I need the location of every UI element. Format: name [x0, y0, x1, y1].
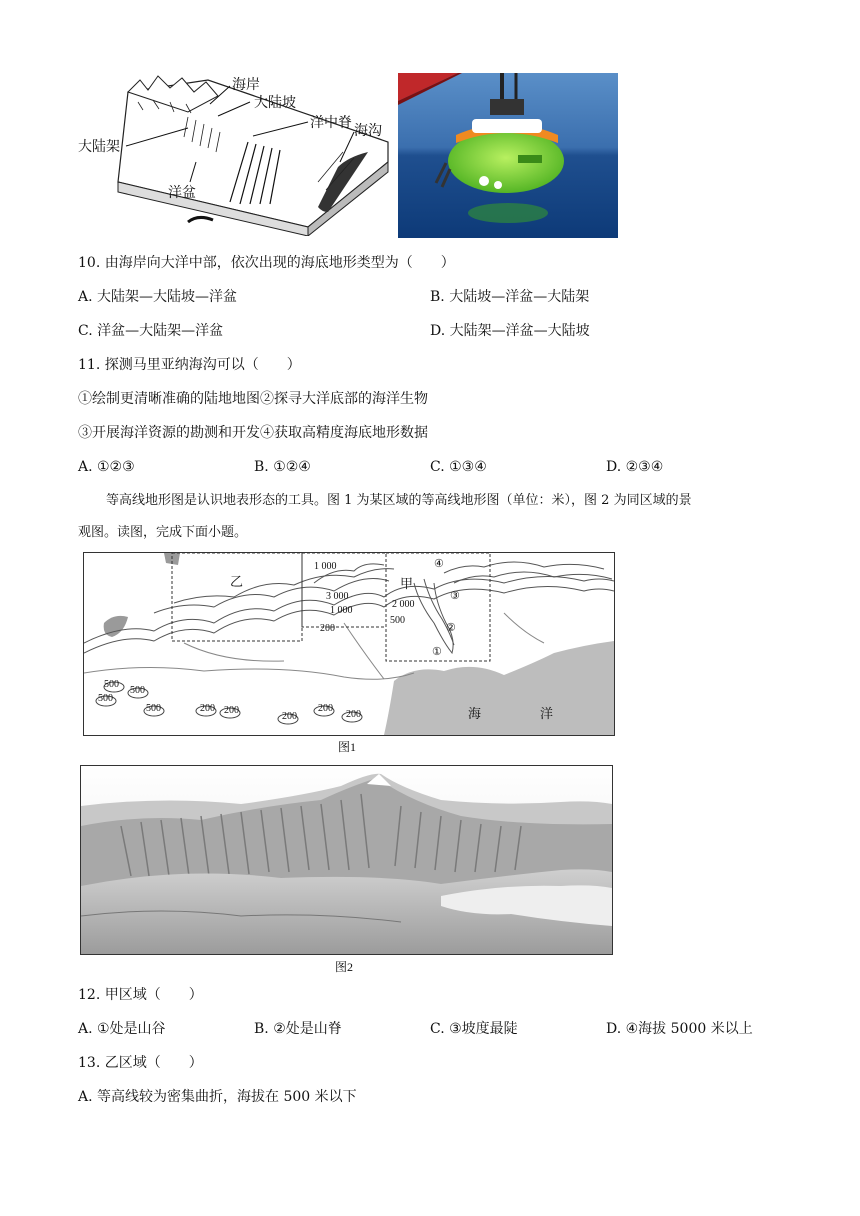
fig1-caption: 图1	[338, 740, 357, 754]
contour-label: 2 000	[392, 599, 415, 610]
q11-option-a: A. ①②③	[78, 459, 135, 475]
q11-option-b: B. ①②④	[254, 459, 311, 475]
label-coast: 海岸	[232, 78, 260, 93]
q11-statement-line2: ③开展海洋资源的勘测和开发④获取高精度海底地形数据	[78, 425, 428, 441]
q11-statement-line1: ①绘制更清晰准确的陆地地图②探寻大洋底部的海洋生物	[78, 391, 428, 407]
q10-option-a: A. 大陆架—大陆坡—洋盆	[78, 289, 238, 305]
label-trench: 海沟	[354, 124, 382, 139]
marker-3: ③	[450, 590, 460, 602]
contour-label: 1 000	[330, 605, 353, 616]
region-yi-label: 乙	[230, 574, 244, 589]
submersible-photo	[398, 73, 618, 238]
q10-option-d: D. 大陆架—洋盆—大陆坡	[430, 323, 590, 339]
q12-stem: 12. 甲区域（ ）	[78, 987, 203, 1003]
marker-2: ②	[446, 622, 456, 634]
contour-label: 200	[282, 711, 297, 722]
contour-label: 3 000	[326, 591, 349, 602]
region-jia-label: 甲	[400, 576, 414, 591]
landscape-image	[80, 765, 613, 955]
contour-label: 500	[130, 685, 145, 696]
q13-option-a: A. 等高线较为密集曲折，海拔在 500 米以下	[78, 1089, 357, 1105]
contour-label: 200	[318, 703, 333, 714]
marker-1: ①	[432, 646, 442, 658]
landscape-image-svg	[81, 766, 612, 954]
q12-option-a: A. ①处是山谷	[78, 1021, 166, 1037]
contour-label: 200	[224, 705, 239, 716]
contour-map-svg	[84, 553, 614, 735]
submersible-photo-svg	[398, 73, 618, 238]
contour-label: 1 000	[314, 561, 337, 572]
q12-option-c: C. ③坡度最陡	[430, 1021, 518, 1037]
q13-stem: 13. 乙区域（ ）	[78, 1055, 203, 1071]
q10-option-b: B. 大陆坡—洋盆—大陆架	[430, 289, 590, 305]
q11-stem: 11. 探测马里亚纳海沟可以（ ）	[78, 357, 301, 373]
contour-label: 200	[320, 623, 335, 634]
seafloor-diagram	[78, 72, 396, 236]
label-ocean-basin: 洋盆	[168, 186, 196, 201]
q11-option-c: C. ①③④	[430, 459, 487, 475]
contour-label: 500	[98, 693, 113, 704]
label-continental-shelf: 大陆架	[78, 140, 120, 155]
q12-option-d: D. ④海拔 5000 米以上	[606, 1021, 753, 1037]
label-mid-ocean-ridge: 洋中脊	[310, 116, 352, 131]
intro-line2: 观图。读图，完成下面小题。	[78, 525, 248, 540]
intro-line1: 等高线地形图是认识地表形态的工具。图 1 为某区域的等高线地形图（单位：米），图 2 为同区域的景	[106, 493, 692, 508]
contour-map	[83, 552, 615, 736]
q10-stem: 10. 由海岸向大洋中部，依次出现的海底地形类型为（ ）	[78, 255, 455, 271]
marker-4: ④	[434, 558, 444, 570]
sea-label-hai: 海	[468, 706, 482, 721]
label-continental-slope: 大陆坡	[254, 96, 296, 111]
seafloor-diagram-svg	[78, 72, 396, 236]
q11-option-d: D. ②③④	[606, 459, 664, 475]
contour-label: 500	[104, 679, 119, 690]
q10-option-c: C. 洋盆—大陆架—洋盆	[78, 323, 224, 339]
contour-label: 500	[390, 615, 405, 626]
contour-label: 500	[146, 703, 161, 714]
fig2-caption: 图2	[335, 960, 354, 974]
contour-label: 200	[200, 703, 215, 714]
q12-option-b: B. ②处是山脊	[254, 1021, 342, 1037]
sea-label-yang: 洋	[540, 706, 554, 721]
contour-label: 200	[346, 709, 361, 720]
